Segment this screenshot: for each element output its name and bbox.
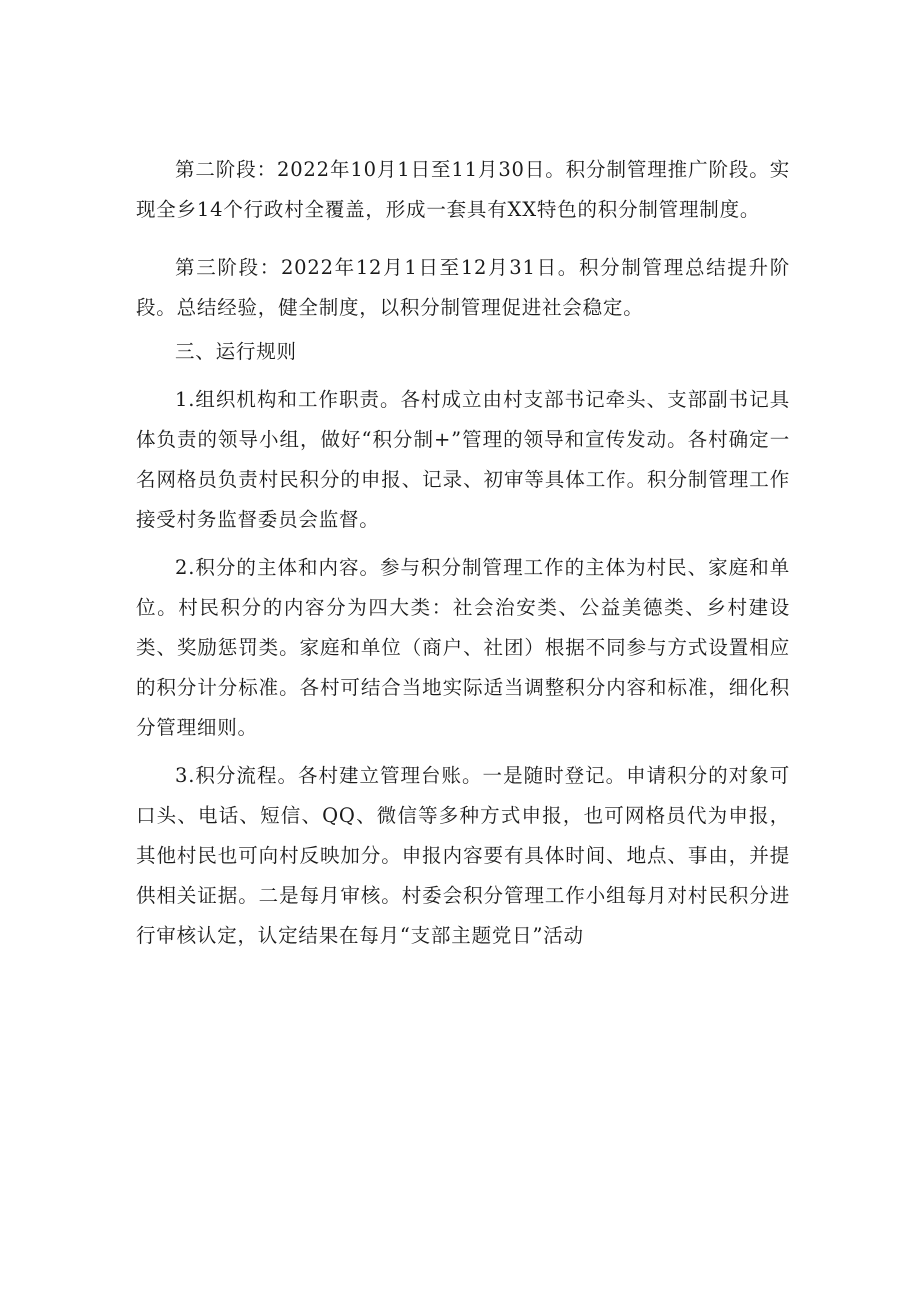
paragraph-rule-1: 1.组织机构和工作职责。各村成立由村支部书记牵头、支部副书记具体负责的领导小组，做好“积分制+”管理的领导和宣传发动。各村确定一名网格员负责村民积分的申报、记录、初审等具体工作。积分制管理工作接受村务监督委员会监督。 (136, 388, 790, 531)
document-page (136, 150, 790, 956)
paragraph-stage-three: 第三阶段：2022年12月1日至12月31日。积分制管理总结提升阶段。总结经验，健全制度，以积分制管理促进社会稳定。 (136, 256, 790, 319)
paragraph-rule-2: 2.积分的主体和内容。参与积分制管理工作的主体为村民、家庭和单位。村民积分的内容分为四大类：社会治安类、公益美德类、乡村建设类、奖励惩罚类。家庭和单位（商户、社团）根据不同参与方式设置相应的积分计分标准。各村可结合当地实际适当调整积分内容和标准，细化积分管理细则。 (136, 556, 790, 739)
paragraph-stage-two: 第二阶段：2022年10月1日至11月30日。积分制管理推广阶段。实现全乡14个行政村全覆盖，形成一套具有XX特色的积分制管理制度。 (136, 158, 790, 221)
paragraph-rule-3: 3.积分流程。各村建立管理台账。一是随时登记。申请积分的对象可口头、电话、短信、QQ、微信等多种方式申报，也可网格员代为申报，其他村民也可向村反映加分。申报内容要有具体时间、地点、事由，并提供相关证据。二是每月审核。村委会积分管理工作小组每月对村民积分进行审核认定，认定结果在每月“支部主题党日”活动 (136, 764, 790, 947)
section-heading: 三、运行规则 (175, 340, 297, 363)
